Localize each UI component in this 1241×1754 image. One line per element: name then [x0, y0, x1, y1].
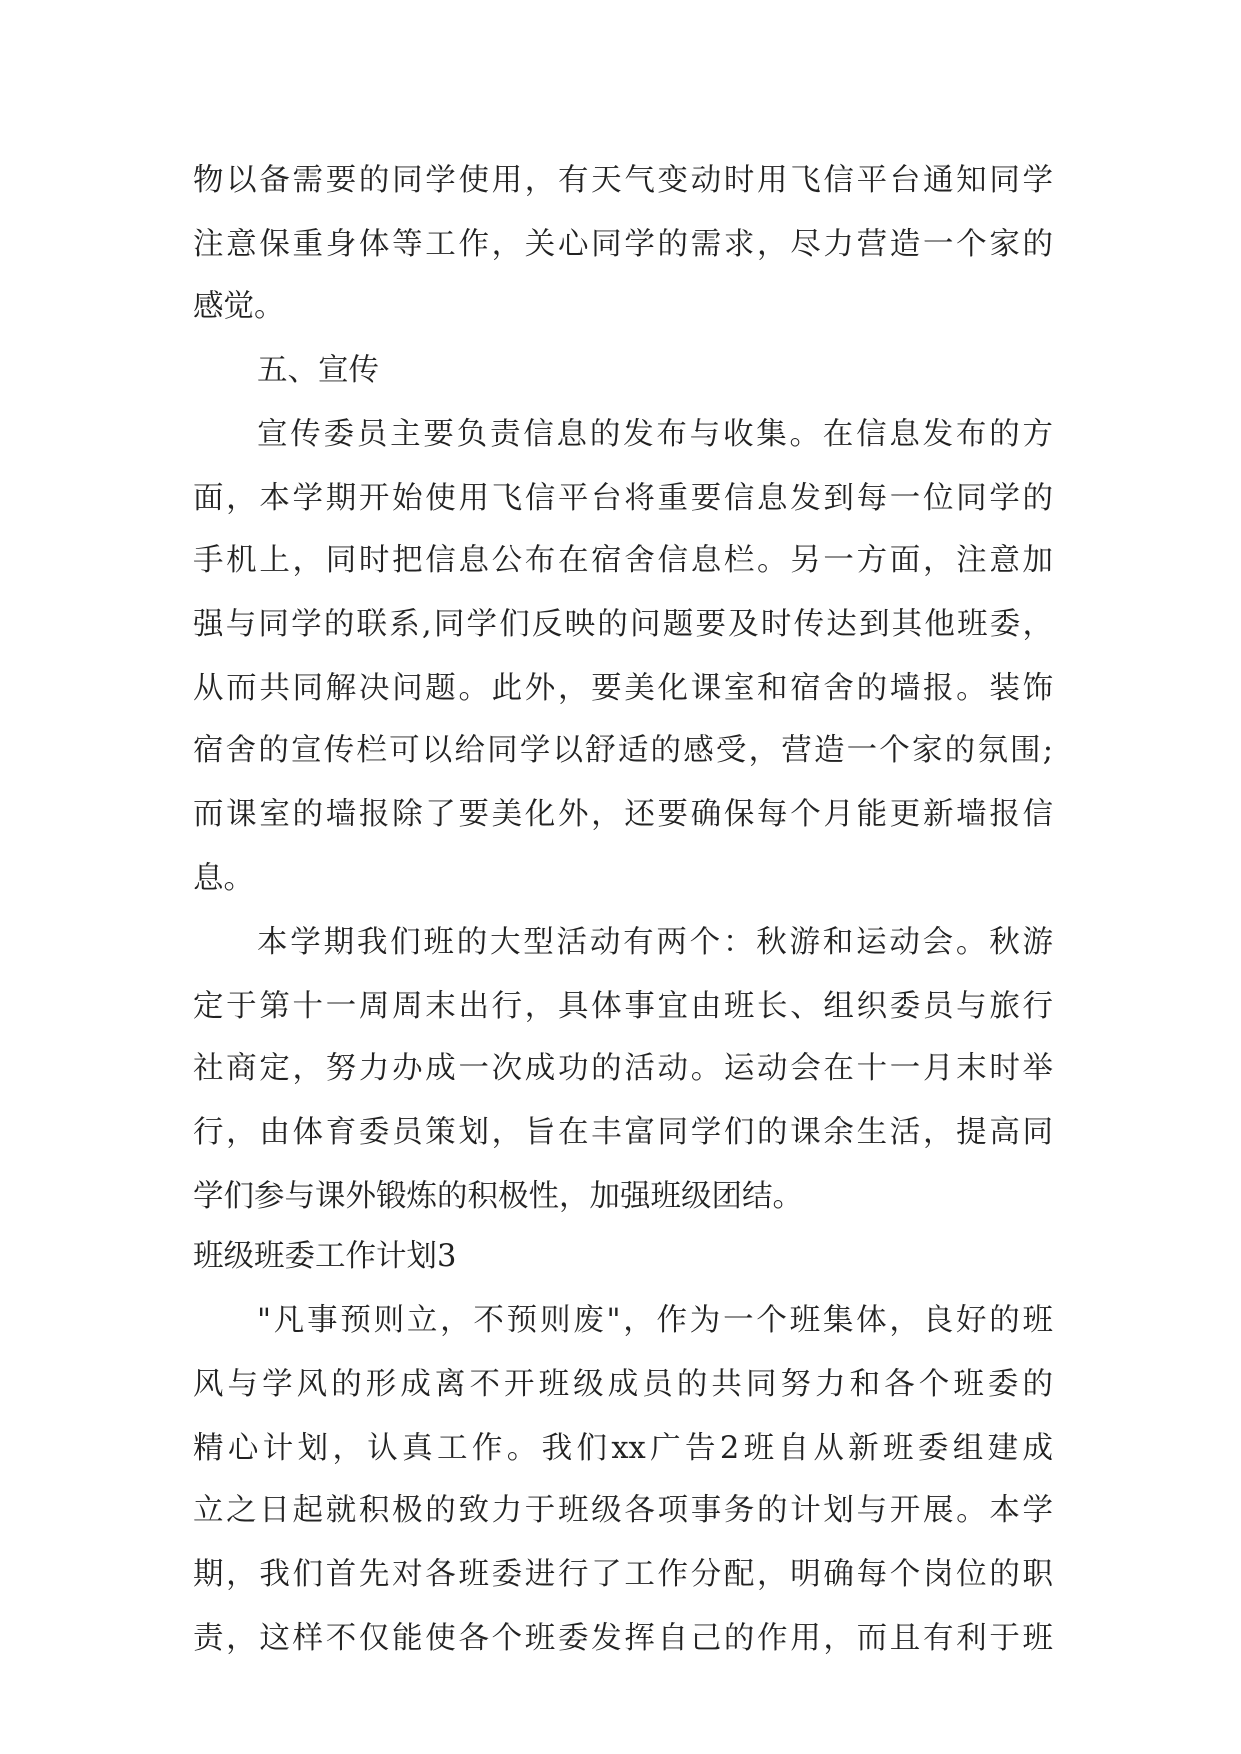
paragraph-line: 本学期我们班的大型活动有两个：秋游和运动会。秋游: [257, 925, 1053, 960]
paragraph-line: 行，由体育委员策划，旨在丰富同学们的课余生活，提高同: [193, 1115, 1053, 1150]
paragraph-line: 风与学风的形成离不开班级成员的共同努力和各个班委的: [193, 1367, 1053, 1402]
paragraph-line: 宿舍的宣传栏可以给同学以舒适的感受，营造一个家的氛围;: [193, 733, 1053, 768]
paragraph-line: 物以备需要的同学使用，有天气变动时用飞信平台通知同学: [193, 163, 1053, 198]
paragraph-line: 感觉。: [193, 289, 285, 324]
paragraph-line: 面，本学期开始使用飞信平台将重要信息发到每一位同学的: [193, 481, 1053, 516]
paragraph-line: 学们参与课外锻炼的积极性，加强班级团结。: [193, 1179, 803, 1214]
paragraph-line: 注意保重身体等工作，关心同学的需求，尽力营造一个家的: [193, 227, 1053, 262]
paragraph-line: 立之日起就积极的致力于班级各项事务的计划与开展。本学: [193, 1493, 1053, 1528]
paragraph-line: 从而共同解决问题。此外，要美化课室和宿舍的墙报。装饰: [193, 671, 1053, 706]
paragraph-line: 期，我们首先对各班委进行了工作分配，明确每个岗位的职: [193, 1557, 1053, 1592]
paragraph-line: 定于第十一周周末出行，具体事宜由班长、组织委员与旅行: [193, 989, 1053, 1024]
section-heading: 五、宣传: [257, 353, 379, 388]
paragraph-line: 社商定，努力办成一次成功的活动。运动会在十一月末时举: [193, 1051, 1053, 1086]
paragraph-line: 而课室的墙报除了要美化外，还要确保每个月能更新墙报信: [193, 797, 1053, 832]
paragraph-line: 强与同学的联系,同学们反映的问题要及时传达到其他班委，: [193, 607, 1053, 642]
paragraph-line: 息。: [193, 861, 254, 896]
paragraph-line: 手机上，同时把信息公布在宿舍信息栏。另一方面，注意加: [193, 543, 1053, 578]
paragraph-line: 精心计划，认真工作。我们xx广告2班自从新班委组建成: [193, 1431, 1053, 1466]
section-title: 班级班委工作计划3: [193, 1239, 457, 1274]
paragraph-line: "凡事预则立，不预则废"，作为一个班集体，良好的班: [257, 1303, 1053, 1338]
paragraph-line: 责，这样不仅能使各个班委发挥自己的作用，而且有利于班: [193, 1621, 1053, 1656]
paragraph-line: 宣传委员主要负责信息的发布与收集。在信息发布的方: [257, 417, 1053, 452]
